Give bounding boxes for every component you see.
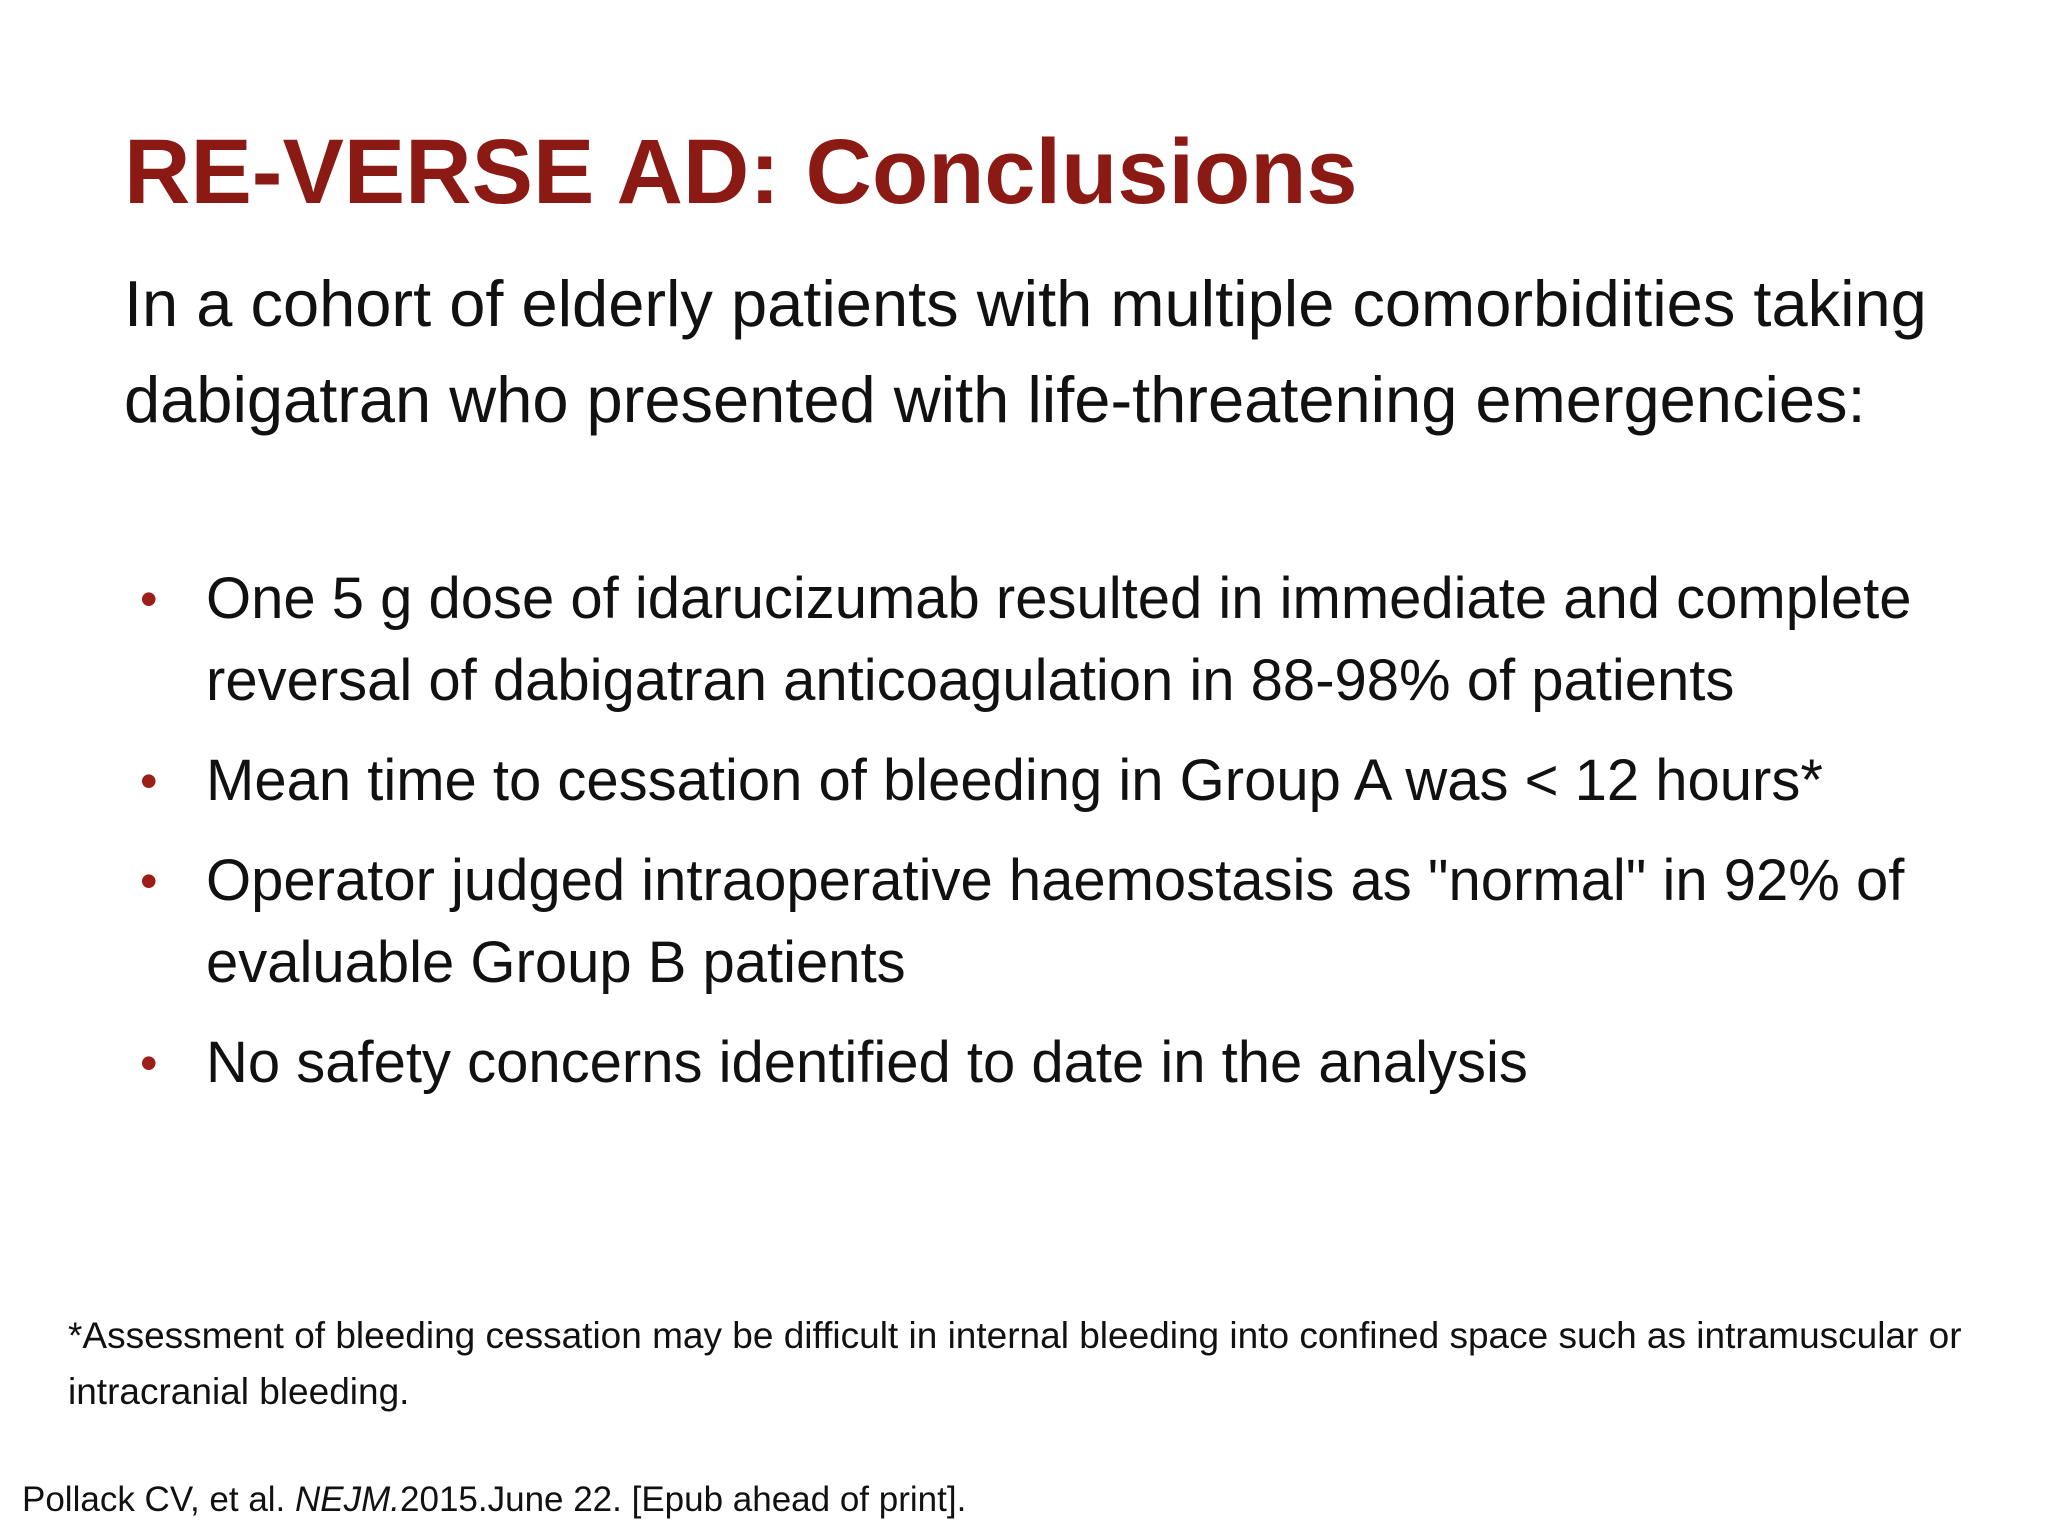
citation xyxy=(22,1476,966,1524)
bullet-item xyxy=(140,840,1960,1004)
intro-text: In a cohort of elderly patients with multiple comorbidities taking dabigatran who presented with life-threatening emergencies: xyxy=(124,267,1927,436)
bullet-dot-icon: • xyxy=(140,853,158,909)
bullet-text: Mean time to cessation of bleeding in Group A was < 12 hours* xyxy=(206,748,1823,813)
bullet-text: No safety concerns identified to date in the analysis xyxy=(206,1030,1528,1095)
footnote: *Assessment of bleeding cessation may be difficult in internal bleeding into confined space such as intramuscular or intracranial bleeding. xyxy=(68,1315,1962,1412)
bullet-text: One 5 g dose of idarucizumab resulted in immediate and complete reversal of dabigatran anticoagulation in 88-98% of patients xyxy=(206,566,1912,713)
bullet-dot-icon: • xyxy=(140,571,158,627)
bullet-dot-icon: • xyxy=(140,1035,158,1091)
citation-details: 2015.June 22. [Epub ahead of print]. xyxy=(400,1480,967,1519)
citation-journal: NEJM. xyxy=(295,1480,401,1519)
bullet-item xyxy=(140,1022,1960,1104)
bullet-text: Operator judged intraoperative haemostasis as "normal" in 92% of evaluable Group B patients xyxy=(206,848,1905,995)
conclusion-bullet-list xyxy=(140,558,1960,1122)
bullet-dot-icon: • xyxy=(140,753,158,809)
bullet-item xyxy=(140,558,1960,722)
slide-title: RE-VERSE AD: Conclusions xyxy=(124,121,1358,223)
bullet-item xyxy=(140,740,1960,822)
citation-authors: Pollack CV, et al. xyxy=(22,1480,296,1519)
